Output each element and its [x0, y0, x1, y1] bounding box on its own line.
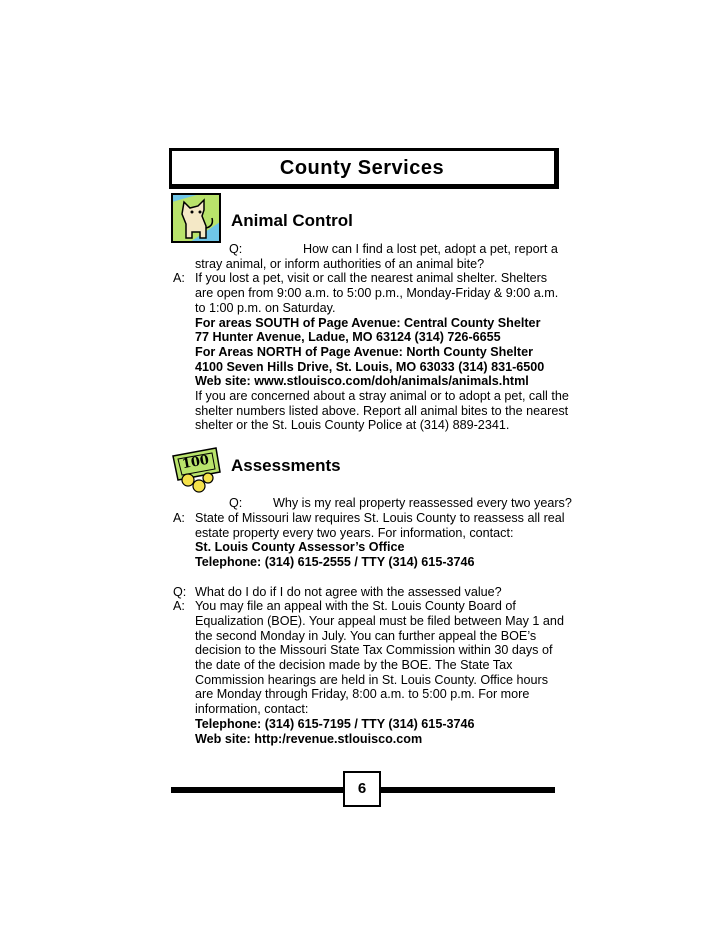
assessments-q1-text: Why is my real property reassessed every two years? — [273, 496, 572, 510]
question-label: Q: — [229, 242, 243, 256]
footer-rule-right — [379, 787, 555, 793]
text-line: Commission hearings are held in St. Louis County. Office hours — [195, 672, 549, 687]
text-line: St. Louis County Assessor’s Office — [195, 540, 405, 555]
text-line: If you lost a pet, visit or call the nearest animal shelter. Shelters — [195, 271, 548, 286]
page-title: County Services — [279, 157, 445, 179]
text-line: the date of the decision made by the BOE. The State Tax — [195, 658, 513, 672]
text-line: If you are concerned about a stray animal or to adopt a pet, call the — [195, 389, 569, 403]
footer-rule-left — [171, 787, 346, 793]
line-prefix: Q: — [173, 584, 187, 599]
money-icon — [170, 444, 222, 494]
text-line: shelter numbers listed above. Report all animal bites to the nearest — [195, 403, 569, 418]
text-line: How can I find a lost pet, adopt a pet, report a — [303, 242, 558, 256]
text-line: What do I do if I do not agree with the assessed value? — [195, 584, 502, 599]
text-line: to 1:00 p.m. on Saturday. — [195, 300, 336, 315]
text-line: Equalization (BOE). Your appeal must be filed between May 1 and — [195, 613, 564, 628]
text-line: 4100 Seven Hills Drive, St. Louis, MO 63033 (314) 831-6500 — [195, 359, 545, 374]
dog-icon — [170, 192, 222, 244]
assessments-q1-label: Q: — [229, 496, 243, 510]
text-line: are Monday through Friday, 8:00 a.m. to 5:00 p.m. For more — [195, 687, 530, 702]
text-line: State of Missouri law requires St. Louis County to reassess all real — [195, 511, 565, 525]
page-number: 6 — [343, 771, 381, 807]
line-prefix: A: — [173, 599, 185, 614]
text-line: information, contact: — [195, 702, 309, 717]
text-line: Web site: www.stlouisco.com/doh/animals/animals.html — [195, 374, 529, 389]
text-line: Telephone: (314) 615-7195 / TTY (314) 615-3746 — [195, 716, 475, 731]
text-line: 77 Hunter Avenue, Ladue, MO 63124 (314) 726-6655 — [195, 330, 501, 345]
text-line: For areas SOUTH of Page Avenue: Central County Shelter — [195, 315, 541, 330]
animal-control-heading: Animal Control — [231, 211, 353, 230]
text-line: the second Monday in July. You can further appeal the BOE’s — [195, 628, 537, 643]
text-line: You may file an appeal with the St. Louis County Board of — [195, 599, 516, 614]
assessments-heading: Assessments — [231, 456, 341, 475]
text-line: Telephone: (314) 615-2555 / TTY (314) 615-3746 — [195, 555, 475, 570]
text-line: Web site: http:/revenue.stlouisco.com — [195, 731, 423, 746]
text-line: shelter or the St. Louis County Police at (314) 889-2341. — [195, 418, 510, 433]
text-line: stray animal, or inform authorities of an animal bite? — [195, 256, 485, 271]
text-line: estate property every two years. For information, contact: — [195, 525, 514, 540]
money-icon-label: 100 — [180, 452, 211, 473]
line-prefix: A: — [173, 511, 185, 525]
text-line: decision to the Missouri State Tax Commission within 30 days of — [195, 643, 553, 658]
text-line: For Areas NORTH of Page Avenue: North County Shelter — [195, 344, 533, 359]
line-prefix: A: — [173, 271, 185, 286]
text-line: are open from 9:00 a.m. to 5:00 p.m., Monday-Friday & 9:00 a.m. — [195, 286, 559, 301]
